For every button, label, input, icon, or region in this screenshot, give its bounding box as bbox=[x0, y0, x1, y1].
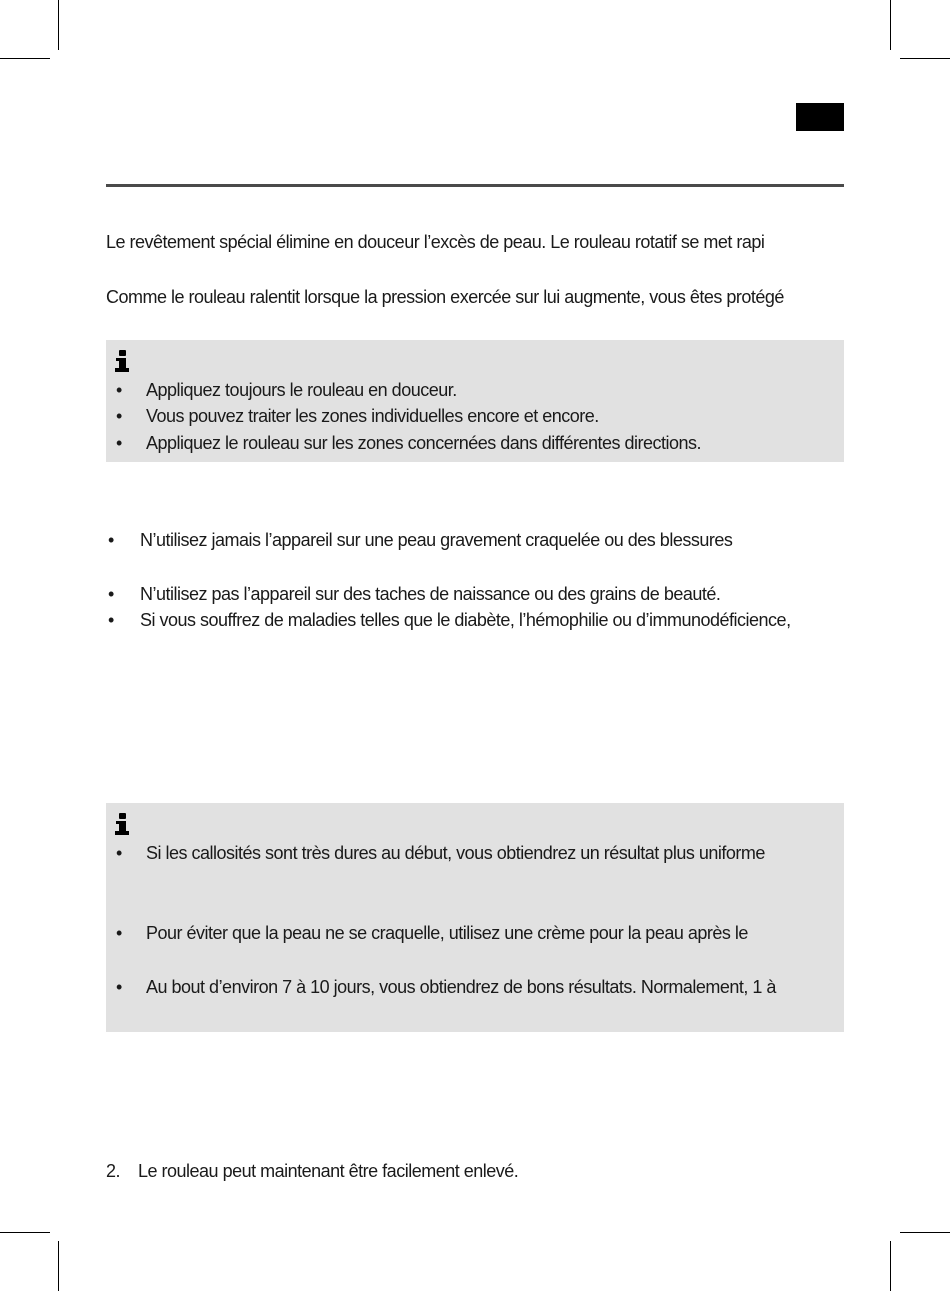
crop-mark-top-right bbox=[900, 58, 950, 59]
crop-mark-bottom-left bbox=[0, 1232, 50, 1233]
bullet-mark: • bbox=[108, 530, 114, 550]
bullet-mark: • bbox=[116, 380, 122, 400]
page-tab-marker bbox=[796, 103, 844, 131]
step-number: 2. bbox=[106, 1161, 121, 1181]
info-box-results: • Si les callosités sont très dures au début, vous obtiendrez un résultat plus uniforme • Pour éviter que la peau ne se craquelle, utilisez une crème pour la peau après le • Au bout d’environ 7 à 10 jours, vous obtiendrez de bons résultats. Normalement, 1 à bbox=[106, 803, 844, 1032]
bullet-mark: • bbox=[108, 584, 114, 604]
bullet-mark: • bbox=[116, 406, 122, 426]
crop-mark-top-right bbox=[890, 0, 891, 50]
info-box-tips: • Appliquez toujours le rouleau en douceur. • Vous pouvez traiter les zones individuelles encore et encore. • Appliquez le rouleau sur les zones concernées dans différentes directions. bbox=[106, 340, 844, 462]
pressure-paragraph: Comme le rouleau ralentit lorsque la pression exercée sur lui augmente, vous êtes protégé bbox=[106, 287, 784, 307]
bullet-mark: • bbox=[116, 923, 122, 943]
crop-mark-top-left bbox=[58, 0, 59, 50]
step-text: Le rouleau peut maintenant être facilement enlevé. bbox=[138, 1161, 519, 1181]
crop-mark-bottom-left bbox=[58, 1241, 59, 1291]
bullet-mark: • bbox=[116, 977, 122, 997]
bullet-mark: • bbox=[116, 843, 122, 863]
crop-mark-bottom-right bbox=[890, 1241, 891, 1291]
info-icon bbox=[115, 813, 129, 835]
header-rule bbox=[106, 184, 844, 187]
info-icon bbox=[115, 350, 129, 372]
bullet-mark: • bbox=[108, 610, 114, 630]
crop-mark-top-left bbox=[0, 58, 50, 59]
intro-paragraph: Le revêtement spécial élimine en douceur l’excès de peau. Le rouleau rotatif se met rapi bbox=[106, 232, 765, 252]
bullet-mark: • bbox=[116, 433, 122, 453]
crop-mark-bottom-right bbox=[900, 1232, 950, 1233]
